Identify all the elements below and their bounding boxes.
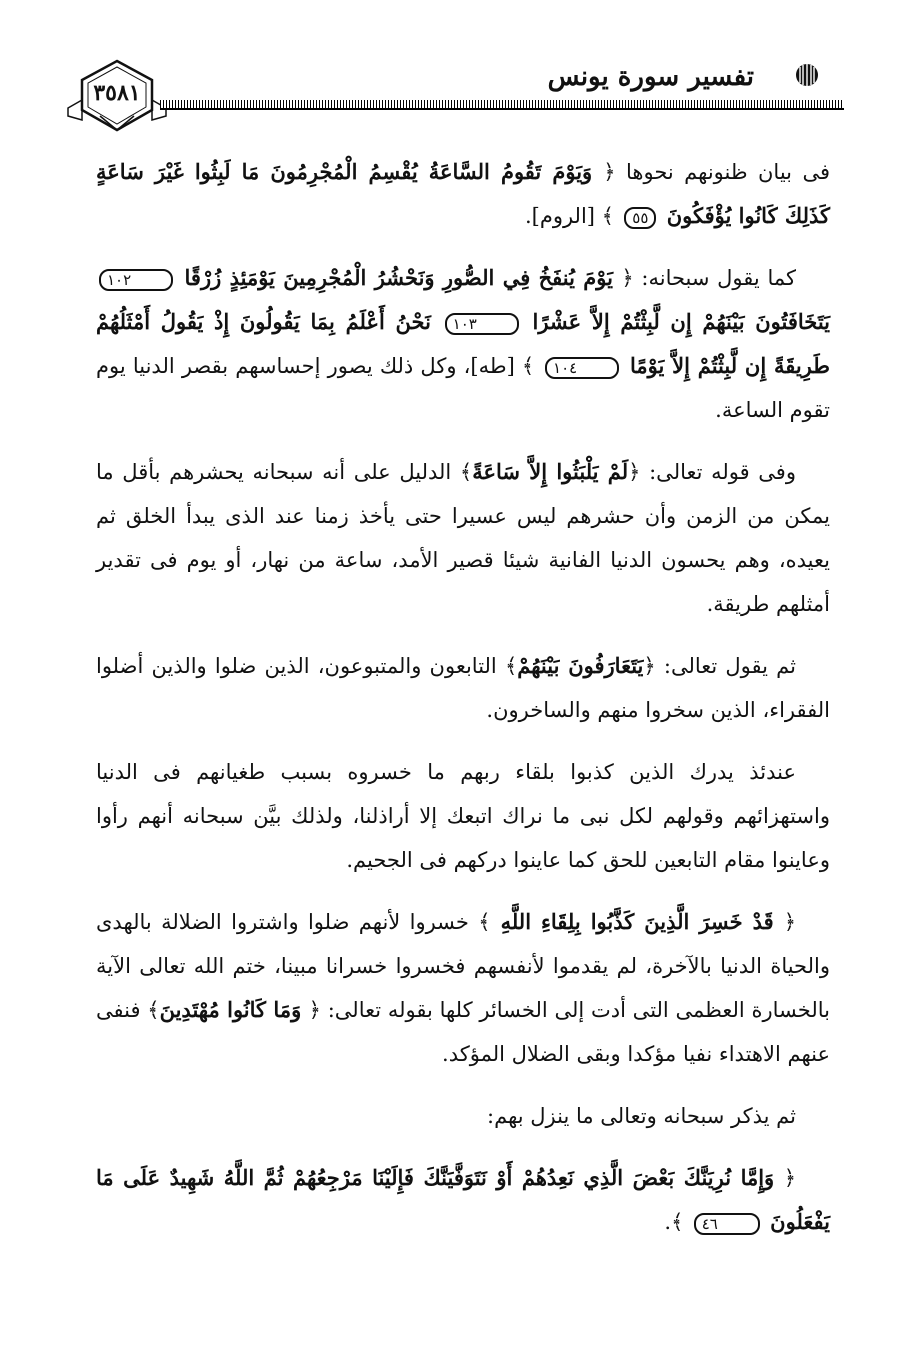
verse-number: ٥٥ [624,207,656,229]
text-end: . [664,1210,672,1234]
paragraph-8 [96,1156,830,1244]
paragraph-5 [96,750,830,882]
paragraph-3 [96,450,830,626]
text-body: فنفى عنهم الاهتداء نفيا مؤكدا وبقى الضلال المؤكد. [96,998,830,1066]
quran-quote: ﴿ يَوْمَ يُنفَخُ فِي الصُّورِ وَنَحْشُرُ الْمُجْرِمِينَ يَوْمَئِذٍ زُرْقًا ١٠٢ يَتَخَافَتُونَ بَيْنَهُمْ إِن لَّبِثْتُمْ إِلاَّ عَشْرًا ١٠٣ نَحْنُ أَعْلَمُ بِمَا يَقُولُونَ إِذْ يَقُولُ أَمْثَلُهُمْ طَرِيقَةً إِن لَّبِثْتُمْ إِلاَّ يَوْمًا ١٠٤ ﴾ [96,265,831,378]
text-body: [طه]، وكل ذلك يصور إحساسهم بقصر الدنيا يوم تقوم الساعة. [96,354,830,422]
paragraph-7 [96,1094,830,1138]
text-body: الدليل على أنه سبحانه يحشرهم بأقل ما يمكن من الزمن وأن حشرهم ليس عسيرا حتى يأخذ زمنا عند الذى يبدأ الخلق ثم يعيده، وهم يحسون الدنيا الفانية شيئا قصير الأمد، ساعة من نهار، أو يوم فى تقدير أمثلهم طريقة. [96,460,830,616]
text-intro: وفى قوله تعالى: [649,460,796,484]
quran-quote: ﴿ وَمَا كَانُوا مُهْتَدِينَ﴾ [147,997,321,1022]
quran-quote: ﴿ وَإِمَّا نُرِيَنَّكَ بَعْضَ الَّذِي نَعِدُهُمْ أَوْ نَتَوَفَّيَنَّكَ فَإِلَيْنَا مَرْجِعُهُمْ ثُمَّ اللَّهُ شَهِيدٌ عَلَى مَا يَفْعَلُونَ ٤٦ ﴾ [96,1165,830,1234]
surah-reference: [الروم]. [524,204,595,228]
page-number-badge [66,58,168,136]
verse-number: ١٠٣ [445,313,519,335]
text-intro: كما يقول سبحانه: [641,266,796,290]
paragraph-1 [96,150,830,238]
text-body: خسروا لأنهم ضلوا واشتروا الضلالة بالهدى والحياة الدنيا بالآخرة، لم يقدموا لأنفسهم فخسروا خسرانا مبينا، ختم الله تعالى الآية بالخسارة العظمى التى أدت إلى الخسائر كلها بقوله تعالى: [96,910,830,1022]
quran-quote: ﴿يَتَعَارَفُونَ بَيْنَهُمْ﴾ [504,653,656,678]
title-ornament-icon [792,62,822,88]
text-intro: ثم يقول تعالى: [663,654,796,678]
paragraph-4 [96,644,830,732]
text-intro: فى بيان ظنونهم نحوها [626,160,830,184]
quran-quote: ﴿ قَدْ خَسِرَ الَّذِينَ كَذَّبُوا بِلِقَاءِ اللَّهِ ﴾ [478,909,796,934]
header-rule [160,100,844,108]
paragraph-6 [96,900,830,1076]
verse-number: ٤٦ [694,1213,760,1235]
surah-title: تفسير سورة يونس [547,62,754,92]
page-header [0,0,918,150]
page-body [96,150,830,1350]
verse-number: ١٠٢ [99,269,173,291]
text-body: ثم يذكر سبحانه وتعالى ما ينزل بهم: [487,1104,796,1128]
quran-quote: ﴿ وَيَوْمَ تَقُومُ السَّاعَةُ يُقْسِمُ الْمُجْرِمُونَ مَا لَبِثُوا غَيْرَ سَاعَةٍ كَذَلِكَ كَانُوا يُؤْفَكُونَ ٥٥ ﴾ [96,159,830,228]
text-body: عندئذ يدرك الذين كذبوا بلقاء ربهم ما خسروه بسبب طغيانهم فى الدنيا واستهزائهم وقولهم لكل نبى ما نراك اتبعك إلا أراذلنا، ولذلك بيَّن سبحانه أنهم رأوا وعاينوا مقام التابعين للحق كما عاينوا دركهم فى الجحيم. [96,760,830,872]
quran-quote: ﴿لَمْ يَلْبَثُوا إِلاَّ سَاعَةً﴾ [459,459,641,484]
page-number: ٣٥٨١ [93,80,141,106]
text-body: التابعون والمتبوعون، الذين ضلوا والذين أضلوا الفقراء، الذين سخروا منهم والساخرون. [96,654,830,722]
paragraph-2 [96,256,830,432]
verse-number: ١٠٤ [545,357,619,379]
